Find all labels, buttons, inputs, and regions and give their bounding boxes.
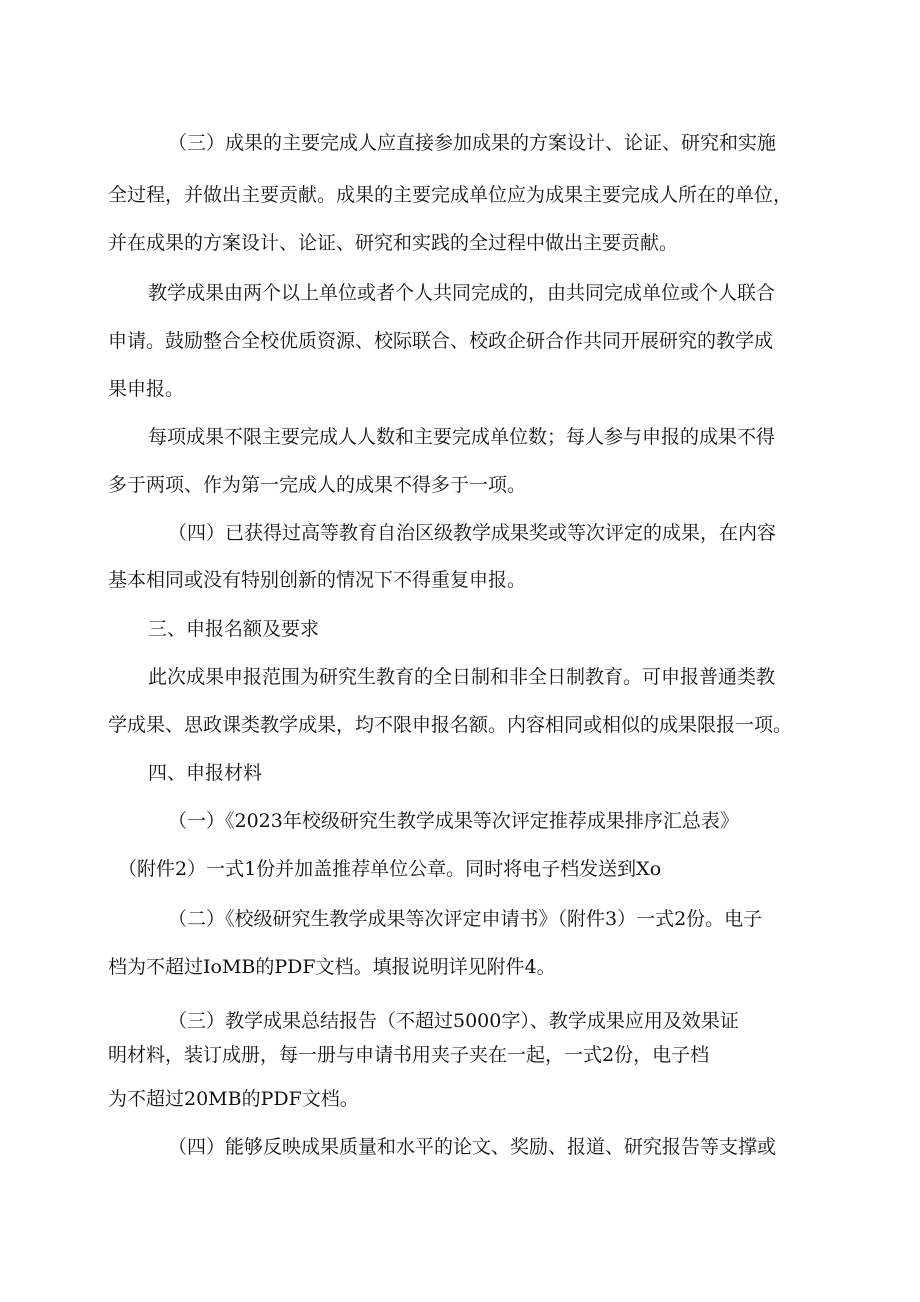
paragraph-line-16: 档为不超过IoMB的PDF文档。填报说明详见附件4。 (108, 956, 556, 978)
paragraph-line-7: 每项成果不限主要完成人人数和主要完成单位数；每人参与申报的成果不得 (148, 426, 776, 448)
paragraph-line-14: （附件2）一式1份并加盖推荐单位公章。同时将电子档发送到Xo (118, 858, 662, 880)
paragraph-line-18: 明材料，装订成册，每一册与申请书用夹子夹在一起，一式2份，电子档 (108, 1044, 710, 1066)
paragraph-line-1: （三）成果的主要完成人应直接参加成果的方案设计、论证、研究和实施 (168, 132, 777, 154)
paragraph-line-8: 多于两项、作为第一完成人的成果不得多于一项。 (108, 474, 527, 496)
paragraph-line-4: 教学成果由两个以上单位或者个人共同完成的，由共同完成单位或个人联合 (148, 282, 776, 304)
paragraph-line-9: （四）已获得过高等教育自治区级教学成果奖或等次评定的成果，在内容 (168, 522, 777, 544)
paragraph-line-12: 学成果、思政课类教学成果，均不限申报名额。内容相同或相似的成果限报一项。 (108, 714, 793, 736)
paragraph-line-5: 申请。鼓励整合全校优质资源、校际联合、校政企研合作共同开展研究的教学成 (108, 330, 774, 352)
paragraph-line-2: 全过程，并做出主要贡献。成果的主要完成单位应为成果主要完成人所在的单位， (108, 184, 793, 206)
paragraph-line-6: 果申报。 (108, 378, 185, 400)
paragraph-line-20: （四）能够反映成果质量和水平的论文、奖励、报道、研究报告等支撑或 (168, 1136, 777, 1158)
section-heading-3: 三、申报名额及要求 (148, 618, 320, 640)
paragraph-line-15: （二）《校级研究生教学成果等次评定申请书》（附件3）一式2份。电子 (168, 908, 763, 930)
paragraph-line-13: （一）《2023年校级研究生教学成果等次评定推荐成果排序汇总表》 (168, 810, 739, 832)
paragraph-line-11: 此次成果申报范围为研究生教育的全日制和非全日制教育。可申报普通类教 (148, 666, 776, 688)
section-heading-4: 四、申报材料 (148, 762, 263, 784)
paragraph-line-17: （三）教学成果总结报告（不超过5000字）、教学成果应用及效果证 (168, 1010, 739, 1032)
paragraph-line-19: 为不超过20MB的PDF文档。 (108, 1088, 359, 1110)
paragraph-line-10: 基本相同或没有特别创新的情况下不得重复申报。 (108, 569, 527, 591)
paragraph-line-3: 并在成果的方案设计、论证、研究和实践的全过程中做出主要贡献。 (108, 232, 679, 254)
